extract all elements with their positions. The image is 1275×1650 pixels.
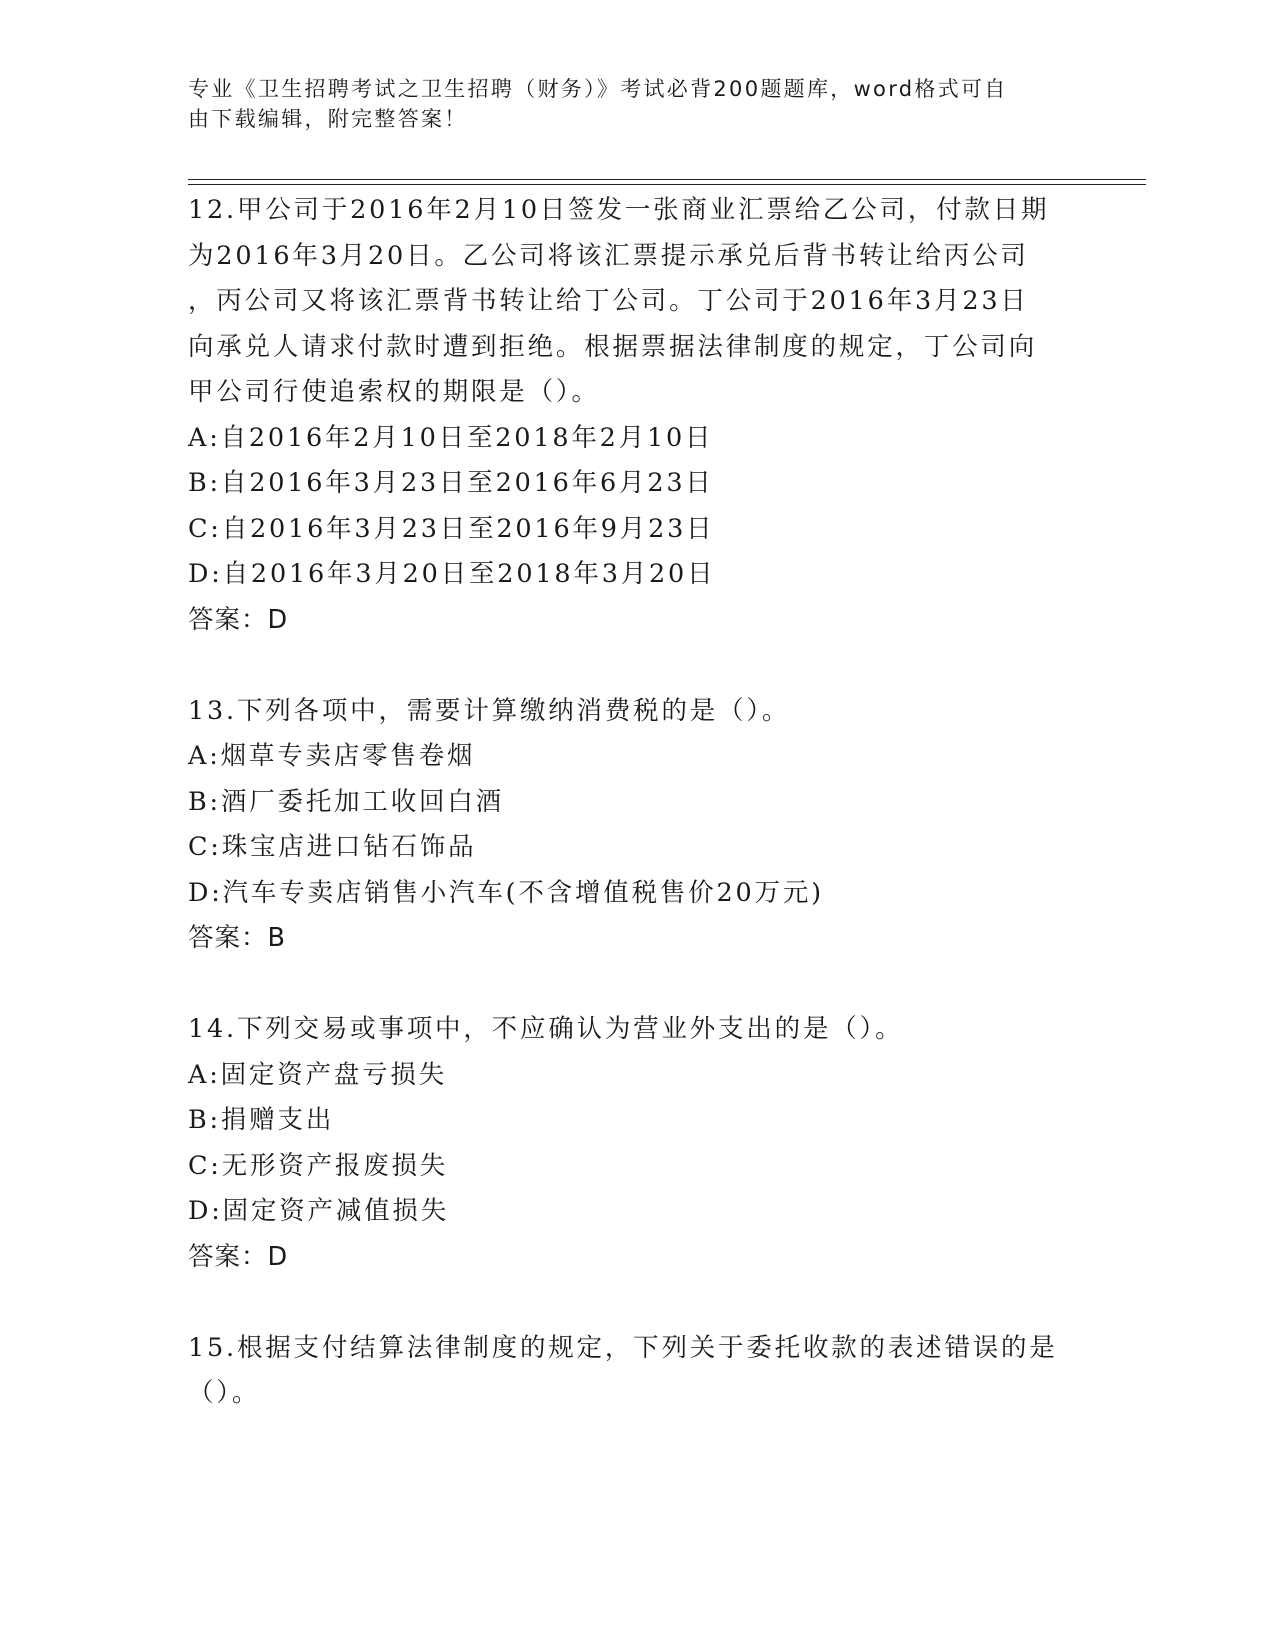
option-c: C:无形资产报废损失 [188, 1150, 449, 1181]
answer-label: 答案：D [188, 604, 289, 635]
header-line-1: 专业《卫生招聘考试之卫生招聘（财务）》考试必背200题题库，word格式可自 [188, 77, 1008, 101]
question-text-line: 甲公司行使追索权的期限是（）。 [188, 377, 600, 407]
option-a: A:固定资产盘亏损失 [188, 1059, 448, 1090]
option-d: D:固定资产减值损失 [188, 1196, 450, 1226]
option-b: B:酒厂委托加工收回白酒 [188, 786, 504, 817]
answer-label: 答案：B [188, 923, 286, 953]
question-spacer [188, 1280, 1088, 1326]
question-text-line: 12.甲公司于2016年2月10日签发一张商业汇票给乙公司，付款日期 [188, 195, 1050, 225]
option-c: C:自2016年3月23日至2016年9月23日 [188, 513, 715, 544]
question-text-line: 向承兑人请求付款时遭到拒绝。根据票据法律制度的规定，丁公司向 [188, 331, 1038, 362]
header-divider-bottom [188, 184, 1146, 185]
option-b: B:自2016年3月23日至2016年6月23日 [188, 468, 714, 498]
question-14 [188, 1007, 1088, 1280]
question-spacer [188, 962, 1088, 1008]
option-c: C:珠宝店进口钻石饰品 [188, 832, 477, 862]
header-divider-top [188, 179, 1146, 180]
question-13 [188, 689, 1088, 962]
answer-label: 答案：D [188, 1241, 289, 1272]
option-a: A:自2016年2月10日至2018年2月10日 [188, 422, 714, 453]
question-text-line: ，丙公司又将该汇票背书转让给丁公司。丁公司于2016年3月23日 [188, 286, 1029, 316]
question-text-line: （）。 [188, 1378, 261, 1408]
option-a: A:烟草专卖店零售卷烟 [188, 741, 476, 771]
option-b: B:捐赠支出 [188, 1105, 335, 1135]
question-list [188, 188, 1088, 1417]
document-header [188, 74, 1068, 134]
question-text-line: 为2016年3月20日。乙公司将该汇票提示承兑后背书转让给丙公司 [188, 240, 1029, 271]
question-text-line: 13.下列各项中，需要计算缴纳消费税的是（）。 [188, 695, 791, 726]
question-15 [188, 1326, 1088, 1417]
option-d: D:汽车专卖店销售小汽车(不含增值税售价20万元) [188, 877, 824, 908]
question-12 [188, 188, 1088, 643]
header-line-2: 由下载编辑，附完整答案！ [188, 107, 468, 131]
question-spacer [188, 643, 1088, 689]
option-d: D:自2016年3月20日至2018年3月20日 [188, 559, 716, 589]
question-text-line: 14.下列交易或事项中，不应确认为营业外支出的是（）。 [188, 1014, 904, 1044]
question-text-line: 15.根据支付结算法律制度的规定，下列关于委托收款的表述错误的是 [188, 1332, 1058, 1363]
